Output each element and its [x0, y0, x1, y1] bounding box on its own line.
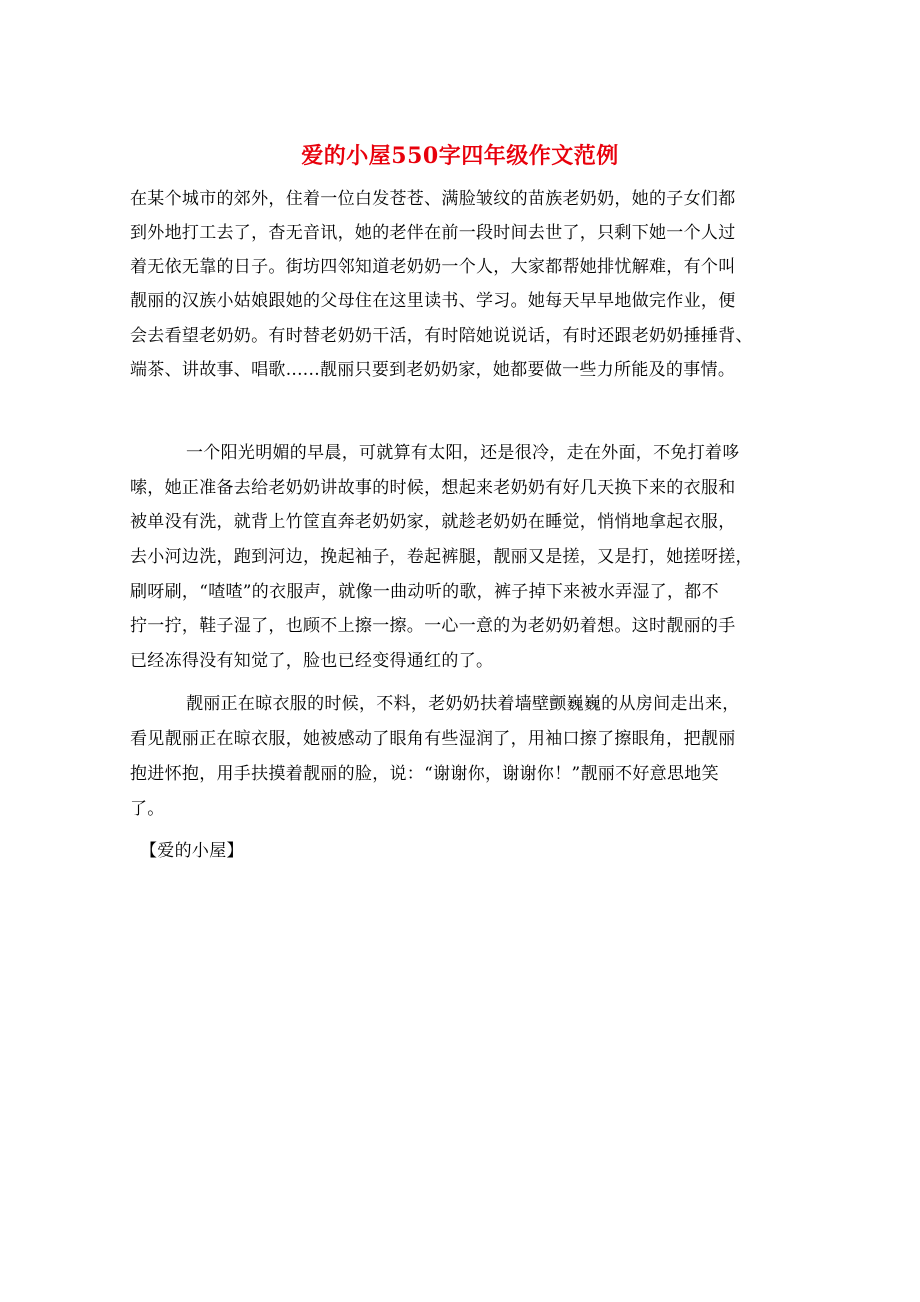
paragraph-line: 靓丽正在晾衣服的时候，不料，老奶奶扶着墙壁颤巍巍的从房间走出来， [186, 694, 740, 714]
paragraph-line: 被单没有洗，就背上竹筐直奔老奶奶家，就趁老奶奶在睡觉，悄悄地拿起衣服， [130, 512, 736, 532]
footer-tag: 【爱的小屋】 [140, 841, 244, 861]
paragraph-line: 着无依无靠的日子。街坊四邻知道老奶奶一个人，大家都帮她排忧解难，有个叫 [130, 257, 736, 277]
paragraph-line: 看见靓丽正在晾衣服，她被感动了眼角有些湿润了，用袖口擦了擦眼角，把靓丽 [130, 729, 736, 749]
paragraph-line: 去小河边洗，跑到河边，挽起袖子，卷起裤腿，靓丽又是搓，又是打，她搓呀搓， [130, 547, 753, 567]
paragraph-line: 拧一拧，鞋子湿了，也顾不上擦一擦。一心一意的为老奶奶着想。这时靓丽的手 [130, 616, 736, 636]
paragraph-line: 端茶、讲故事、唱歌......靓丽只要到老奶奶家，她都要做一些力所能及的事情。 [130, 360, 736, 380]
paragraph-line: 一个阳光明媚的早晨，可就算有太阳，还是很冷，走在外面，不免打着哆 [186, 443, 740, 463]
paragraph-line: 抱进怀抱，用手扶摸着靓丽的脸，说：“谢谢你，谢谢你！”靓丽不好意思地笑 [130, 764, 719, 784]
paragraph-line: 嗦，她正准备去给老奶奶讲故事的时候，想起来老奶奶有好几天换下来的衣服和 [130, 478, 736, 498]
paragraph-line: 刷呀刷，“喳喳”的衣服声，就像一曲动听的歌，裤子掉下来被水弄湿了，都不 [130, 582, 719, 602]
document-title: 爱的小屋550字四年级作文范例 [301, 143, 619, 169]
paragraph-line: 了。 [130, 799, 165, 819]
paragraph-line: 会去看望老奶奶。有时替老奶奶干活，有时陪她说说话，有时还跟老奶奶捶捶背、 [130, 326, 753, 346]
paragraph-line: 在某个城市的郊外，住着一位白发苍苍、满脸皱纹的苗族老奶奶，她的子女们都 [130, 189, 736, 209]
paragraph-line: 已经冻得没有知觉了，脸也已经变得通红的了。 [130, 651, 494, 671]
paragraph-line: 到外地打工去了，杳无音讯，她的老伴在前一段时间去世了，只剩下她一个人过 [130, 223, 736, 243]
paragraph-line: 靓丽的汉族小姑娘跟她的父母住在这里读书、学习。她每天早早地做完作业，便 [130, 291, 736, 311]
